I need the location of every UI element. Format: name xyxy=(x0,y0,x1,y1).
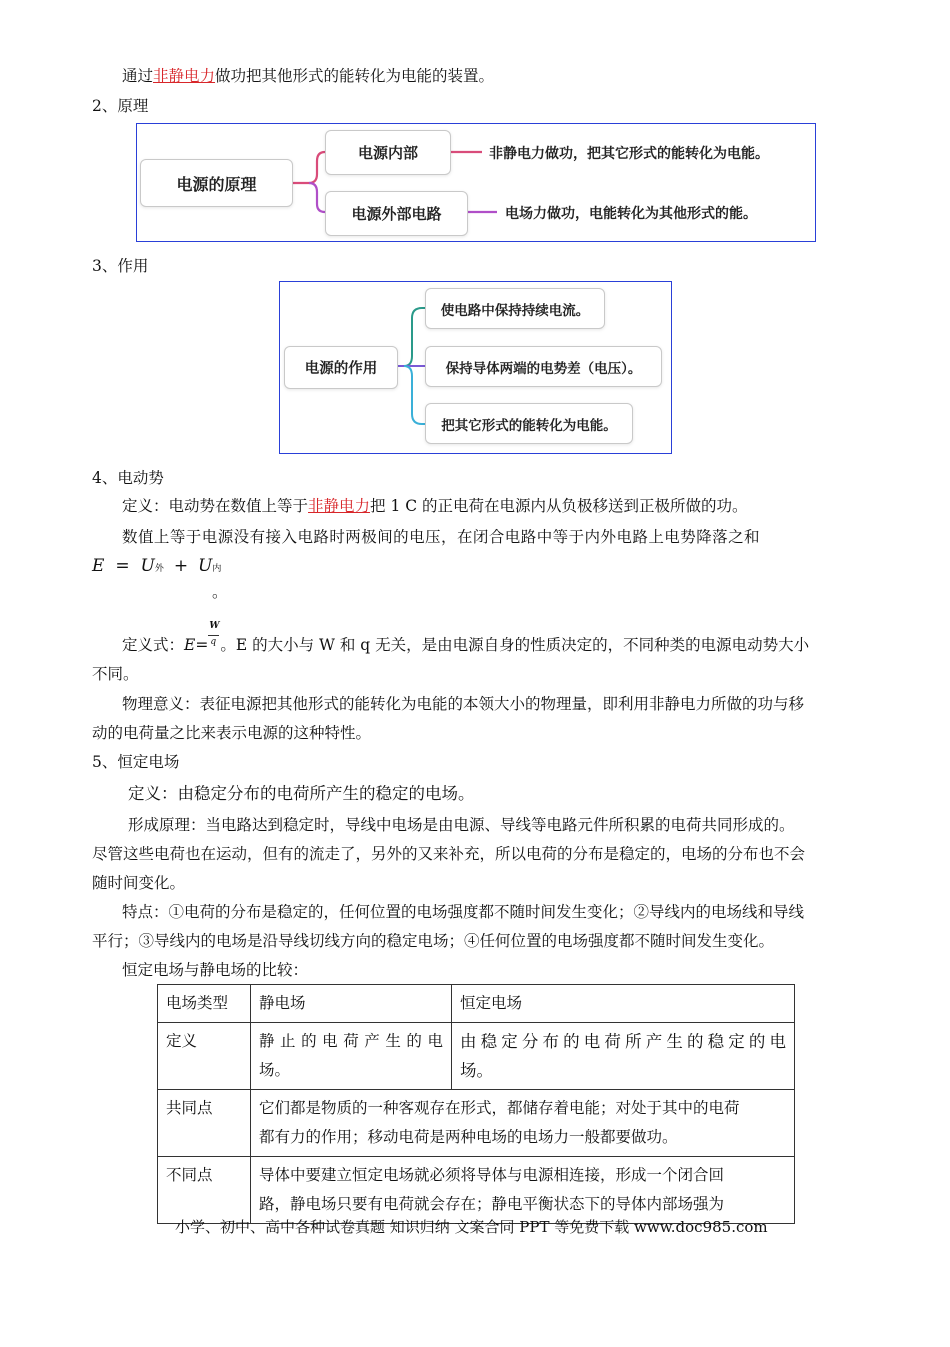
table-row-label: 共同点 xyxy=(158,1090,251,1157)
red-term: 非静电力 xyxy=(153,67,216,85)
table-cell: 静止的电荷产生的电 场。 xyxy=(251,1023,452,1090)
principle-mindmap xyxy=(136,123,816,242)
table-cell: 它们都是物质的一种客观存在形式，都储存着电能；对处于其中的电荷 都有力的作用；移动电荷是两种电场的电场力一般都要做功。 xyxy=(251,1090,795,1157)
steady-formation-3: 随时间变化。 xyxy=(92,874,186,892)
table-cell: 由稳定分布的电荷所产生的稳定的电 场。 xyxy=(452,1023,795,1090)
steady-definition: 定义：由稳定分布的电荷所产生的稳定的电场。 xyxy=(128,784,475,803)
table-row xyxy=(158,985,795,1023)
emf-value-line: 数值上等于电源没有接入电路时两极间的电压，在闭合电路中等于内外电路上电势降落之和 xyxy=(122,528,761,546)
table-row-label: 不同点 xyxy=(158,1157,251,1224)
formula-period: 。 xyxy=(212,583,228,601)
comparison-title: 恒定电场与静电场的比较： xyxy=(122,961,309,979)
intro-line: 通过非静电力做功把其他形式的能转化为电能的装置。 xyxy=(122,67,495,85)
heading-steady-field: 5、恒定电场 xyxy=(92,753,180,771)
steady-features-1: 特点：①电荷的分布是稳定的，任何位置的电场强度都不随时间发生变化；②导线内的电场线和导线 xyxy=(122,903,805,921)
function-leaf-2: 保持导体两端的电势差（电压）。 xyxy=(425,346,662,387)
steady-features-2: 平行；③导线内的电场是沿导线切线方向的稳定电场；④任何位置的电场强度都不随时间发生变化。 xyxy=(92,932,775,950)
heading-function: 3、作用 xyxy=(92,257,149,275)
principle-node-inside: 电源内部 xyxy=(325,130,451,175)
table-row xyxy=(158,1023,795,1090)
table-row-label: 定义 xyxy=(158,1023,251,1090)
function-mindmap xyxy=(279,281,672,454)
emf-definition: 定义：电动势在数值上等于非静电力把 1 C 的正电荷在电源内从负极移送到正极所做的功。 xyxy=(122,497,748,515)
table-header-cell: 恒定电场 xyxy=(452,985,795,1023)
emf-formula: E = U外 + U内 xyxy=(92,556,222,576)
emf-def-cont: 不同。 xyxy=(92,665,139,683)
principle-node-outside: 电源外部电路 xyxy=(325,191,468,236)
function-leaf-1: 使电路中保持持续电流。 xyxy=(425,288,605,329)
page-footer: 小学、初中、高中各种试卷真题 知识归纳 文案合同 PPT 等免费下载 www.doc985.com xyxy=(175,1218,768,1236)
comparison-table xyxy=(157,984,795,1224)
heading-principle: 2、原理 xyxy=(92,97,149,115)
fraction: $\frac{W}{q}$ xyxy=(209,621,220,647)
emf-physics-1: 物理意义：表征电源把其他形式的能转化为电能的本领大小的物理量，即利用非静电力所做的功与移 xyxy=(122,695,805,713)
principle-root: 电源的原理 xyxy=(140,159,293,207)
steady-formation-2: 尽管这些电荷也在运动，但有的流走了，另外的又来补充，所以电荷的分布是稳定的，电场的分布也不会 xyxy=(92,845,806,863)
principle-desc-inside: 非静电力做功，把其它形式的能转化为电能。 xyxy=(489,146,769,162)
emf-def-formula: 定义式：E= $\frac{W}{q}$ 。E 的大小与 W 和 q 无关，是由电源自身的性质决定的，不同种类的电源电动势大小 xyxy=(122,621,810,654)
table-header-cell: 电场类型 xyxy=(158,985,251,1023)
table-row xyxy=(158,1157,795,1224)
function-root: 电源的作用 xyxy=(284,346,398,389)
table-row xyxy=(158,1090,795,1157)
heading-emf: 4、电动势 xyxy=(92,469,164,487)
steady-formation-1: 形成原理：当电路达到稳定时，导线中电场是由电源、导线等电路元件所积累的电荷共同形成的。 xyxy=(128,816,795,834)
table-header-cell: 静电场 xyxy=(251,985,452,1023)
red-term: 非静电力 xyxy=(308,497,371,515)
function-leaf-3: 把其它形式的能转化为电能。 xyxy=(425,403,633,444)
principle-desc-outside: 电场力做功，电能转化为其他形式的能。 xyxy=(505,206,757,222)
emf-physics-2: 动的电荷量之比来表示电源的这种特性。 xyxy=(92,724,372,742)
table-cell: 导体中要建立恒定电场就必须将导体与电源相连接，形成一个闭合回 路，静电场只要有电荷就会存在；静电平衡状态下的导体内部场强为 xyxy=(251,1157,795,1224)
